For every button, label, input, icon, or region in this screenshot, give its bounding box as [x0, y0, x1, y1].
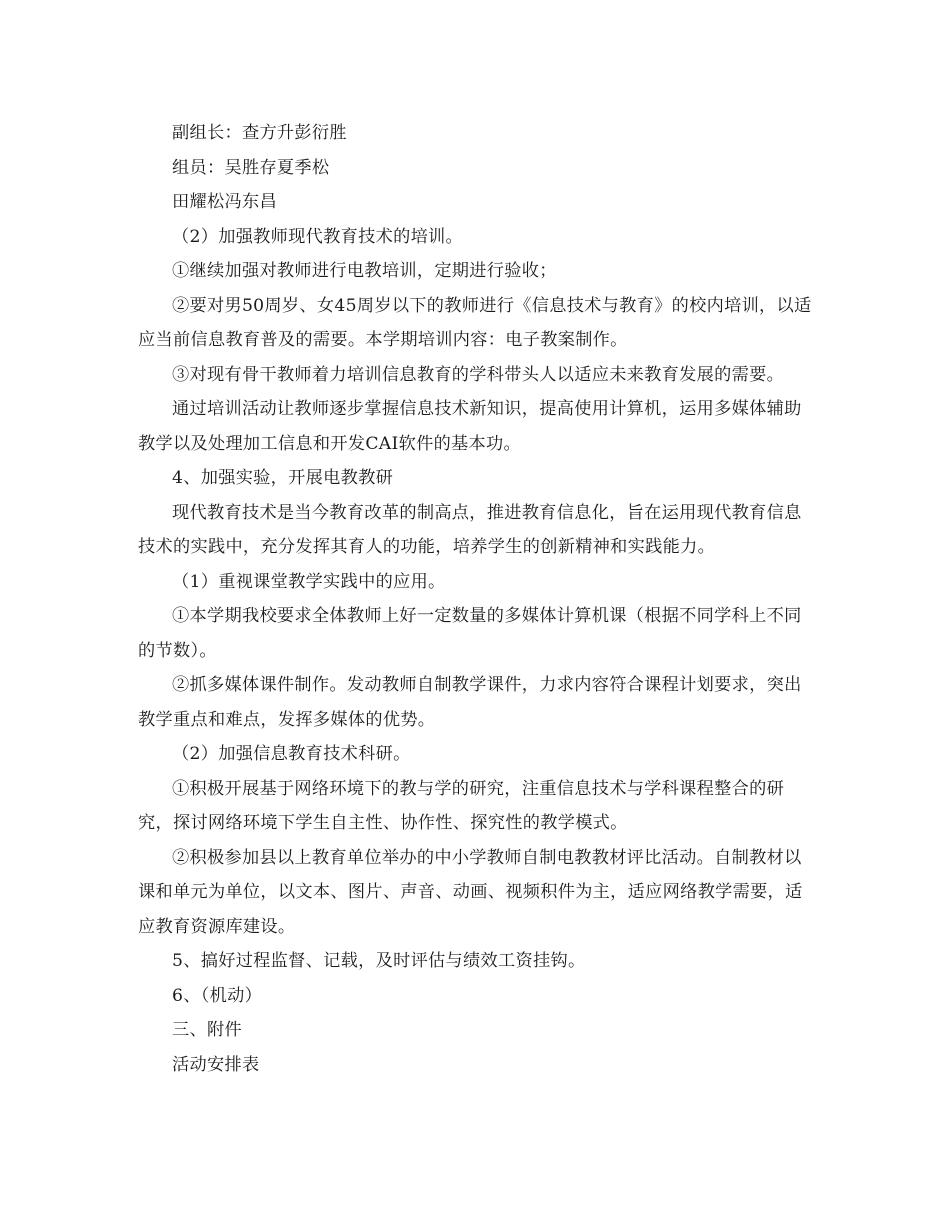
- paragraph-item: ③对现有骨干教师着力培训信息教育的学科带头人以适应未来教育发展的需要。: [172, 364, 785, 385]
- paragraph-item: ②抓多媒体课件制作。发动教师自制教学课件，力求内容符合课程计划要求，突出教学重点和难点，发挥多媒体的优势。: [138, 675, 802, 730]
- paragraph-item: ②要对男50周岁、女45周岁以下的教师进行《信息技术与教育》的校内培训，以适应当前信息教育普及的需要。本学期培训内容：电子教案制作。: [138, 295, 812, 350]
- paragraph-heading-supervision: 5、搞好过程监督、记载，及时评估与绩效工资挂钩。: [172, 951, 586, 971]
- paragraph-schedule-table: 活动安排表: [172, 1054, 260, 1075]
- paragraph-item: ①积极开展基于网络环境下的教与学的研究，注重信息技术与学科课程整合的研究，探讨网络环境下学生自主性、协作性、探究性的教学模式。: [138, 778, 785, 833]
- paragraph-heading-classroom: （1）重视课堂教学实践中的应用。: [172, 571, 446, 592]
- paragraph-heading-experiment: 4、加强实验，开展电教教研: [172, 468, 394, 488]
- paragraph-body: 通过培训活动让教师逐步掌握信息技术新知识，提高使用计算机，运用多媒体辅助教学以及处理加工信息和开发CAI软件的基本功。: [138, 399, 802, 454]
- paragraph-item: ①本学期我校要求全体教师上好一定数量的多媒体计算机课（根据不同学科上不同的节数）。: [138, 606, 802, 661]
- paragraph-members-cont: 田耀松冯东昌: [172, 192, 277, 212]
- paragraph-members: 组员：吴胜存夏季松: [172, 157, 330, 178]
- document-body: [138, 116, 818, 1082]
- paragraph-item: ②积极参加县以上教育单位举办的中小学教师自制电教教材评比活动。自制教材以课和单元为单位，以文本、图片、声音、动画、视频积件为主，适应网络教学需要，适应教育资源库建设。: [138, 847, 803, 937]
- paragraph-heading-research: （2）加强信息教育技术科研。: [172, 744, 411, 764]
- paragraph-body: 现代教育技术是当今教育改革的制高点，推进教育信息化，旨在运用现代教育信息技术的实践中，充分发挥其育人的功能，培养学生的创新精神和实践能力。: [138, 502, 802, 557]
- paragraph-vice-leader: 副组长：查方升彭衍胜: [172, 123, 347, 143]
- paragraph-heading-training: （2）加强教师现代教育技术的培训。: [172, 226, 464, 247]
- paragraph-item: ①继续加强对教师进行电教培训，定期进行验收；: [172, 261, 557, 281]
- paragraph-heading-appendix: 三、附件: [172, 1020, 242, 1040]
- paragraph-heading-flexible: 6、（机动）: [172, 985, 263, 1006]
